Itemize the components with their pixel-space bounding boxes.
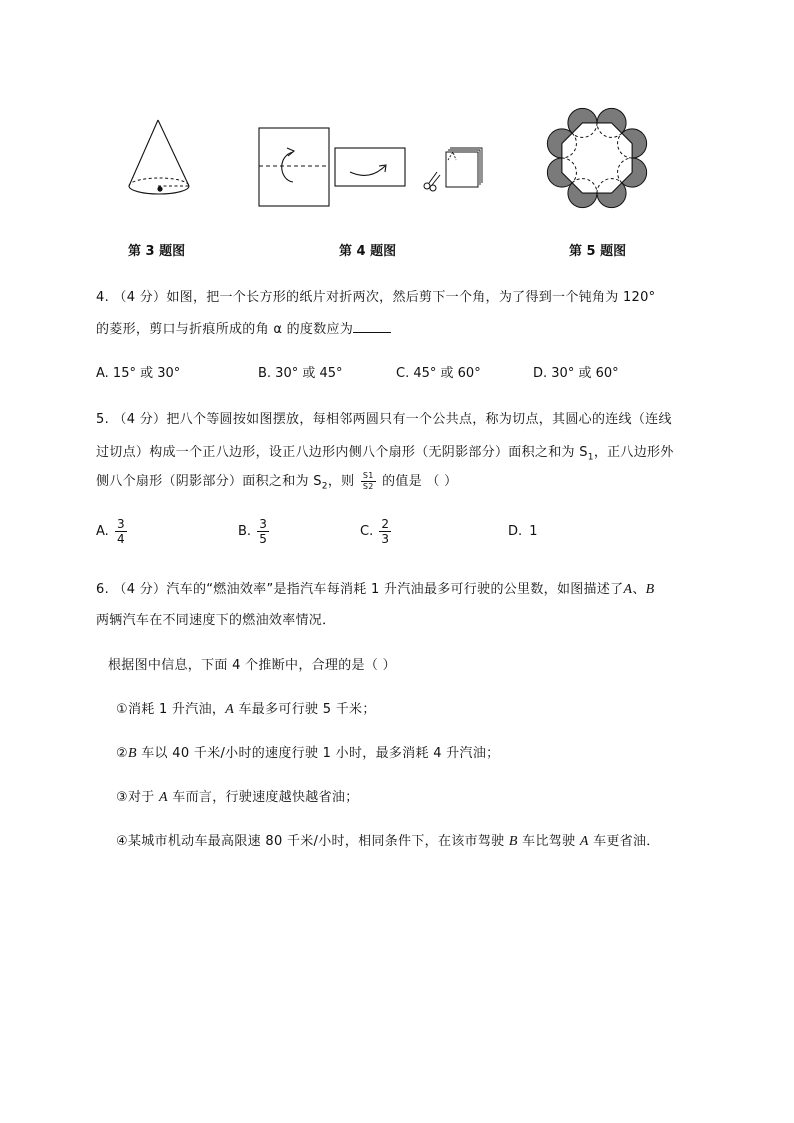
- caption-figure-5: 第 5 题图: [569, 244, 627, 259]
- q5-option-a-num: 3: [116, 517, 125, 531]
- q5-line-1: 5. （4 分）把八个等圆按如图摆放，每相邻两圆只有一个公共点，称为切点，其圆心的连线（连线: [96, 412, 672, 427]
- q4-option-b: B. 30° 或 45°: [258, 366, 343, 381]
- q6-statement-3: [116, 786, 359, 806]
- fold-arrow-2: [350, 166, 385, 175]
- q5-option-c-label: C.: [360, 524, 374, 539]
- eight-circles-figure: [545, 106, 649, 210]
- q5-line-3-tail: 的值是 （ ）: [382, 474, 458, 489]
- cone-center-dot: [157, 186, 162, 191]
- q5-option-a: [96, 518, 129, 545]
- q5-option-b-fraction: [257, 518, 269, 545]
- q4-option-d: D. 30° 或 60°: [533, 366, 619, 381]
- q6-s1-text-c: 车最多可行驶 5 千米；: [234, 702, 376, 717]
- q5-option-d-label: D.: [508, 524, 523, 539]
- q6-s4-car-b: B: [508, 834, 518, 849]
- paper-folding-figure: [255, 122, 490, 212]
- q5-option-d-value: 1: [529, 524, 538, 539]
- q4-line-2-text: 的菱形，剪口与折痕所成的角 α 的度数应为: [96, 322, 354, 337]
- q5-option-a-fraction: [115, 518, 127, 545]
- q6-s1-car: A: [225, 702, 235, 717]
- q6-s2-text-c: 车以 40 千米/小时的速度行驶 1 小时，最多消耗 4 升汽油；: [136, 746, 500, 761]
- q6-s2-text-a: ②: [116, 746, 128, 761]
- fold-arrow-1: [282, 152, 293, 182]
- q5-option-a-den: 4: [116, 532, 125, 546]
- q5-option-c-den: 3: [381, 532, 389, 546]
- caption-figure-3: 第 3 题图: [128, 244, 186, 259]
- q5-line-2-text: 过切点）构成一个正八边形，设正八边形内侧八个扇形（无阴影部分）面积之和为 S: [96, 445, 588, 460]
- answer-blank: [353, 320, 391, 333]
- q6-line-2: 两辆汽车在不同速度下的燃油效率情况．: [96, 613, 336, 628]
- q6-s3-car: A: [159, 790, 168, 805]
- folded-corner-layers: [448, 148, 482, 185]
- q5-line-2-tail: ，正八边形外: [593, 445, 674, 460]
- cone-base-back: [129, 178, 189, 186]
- scissors-icon: [424, 172, 440, 191]
- folded-corner: [446, 152, 478, 187]
- q5-option-d: [508, 524, 538, 539]
- caption-figure-4: 第 4 题图: [339, 244, 397, 259]
- q6-s3-text-a: ③对于: [116, 790, 159, 805]
- q6-s4-car-a: A: [579, 834, 589, 849]
- q6-statement-2: [116, 742, 499, 762]
- q4-option-c: C. 45° 或 60°: [396, 366, 481, 381]
- q4-line-1: 4. （4 分）如图，把一个长方形的纸片对折两次，然后剪下一个角，为了得到一个钝角为 120°: [96, 290, 656, 305]
- q5-ratio-denominator: S2: [362, 482, 374, 491]
- q5-option-b: [238, 518, 271, 545]
- q6-s4-text-e: 车更省油．: [588, 834, 660, 849]
- q6-s1-text-a: ①消耗 1 升汽油，: [116, 702, 226, 717]
- q5-option-c: [360, 518, 393, 545]
- q5-ratio-fraction: [361, 472, 376, 491]
- q5-option-b-den: 5: [259, 532, 267, 546]
- q6-s4-text-c: 车比驾驶: [517, 834, 580, 849]
- q5-option-c-fraction: [379, 518, 391, 545]
- q5-s1-subscript: 1: [587, 452, 594, 463]
- q5-option-a-label: A.: [96, 524, 109, 539]
- q6-line-1-text: 6. （4 分）汽车的“燃油效率”是指汽车每消耗 1 升汽油最多可行驶的公里数，如图描述了: [96, 582, 624, 597]
- cone-right-edge: [158, 120, 189, 186]
- q6-s4-text-a: ④某城市机动车最高限速 80 千米/小时，相同条件下，在该市驾驶: [116, 834, 509, 849]
- q5-line-2: [96, 441, 674, 463]
- q5-option-b-num: 3: [259, 517, 267, 531]
- q6-separator: 、: [632, 582, 646, 597]
- q6-statement-1: [116, 698, 376, 718]
- q6-statement-4: [116, 830, 660, 850]
- cone-left-edge: [129, 120, 158, 186]
- q4-line-2: [96, 318, 391, 337]
- q6-s3-text-c: 车而言，行驶速度越快越省油；: [167, 790, 359, 805]
- q4-option-a: A. 15° 或 30°: [96, 366, 181, 381]
- paper-rectangle: [335, 148, 405, 186]
- q5-line-3-mid: ，则: [327, 474, 355, 489]
- paper-square: [259, 128, 329, 206]
- q5-line-3: [96, 470, 457, 492]
- q5-option-c-num: 2: [381, 517, 389, 531]
- q6-car-a: A: [623, 582, 633, 597]
- q5-s2-subscript: 2: [321, 481, 328, 492]
- q6-line-1: [96, 578, 654, 598]
- q5-line-3-text: 侧八个扇形（阴影部分）面积之和为 S: [96, 474, 322, 489]
- q5-option-b-label: B.: [238, 524, 252, 539]
- q6-s2-car: B: [127, 746, 137, 761]
- q5-ratio-numerator: S1: [362, 471, 374, 480]
- q6-line-3: 根据图中信息，下面 4 个推断中，合理的是（ ）: [108, 658, 396, 673]
- cut-mark: [448, 152, 456, 160]
- cone-figure: [118, 112, 202, 202]
- q6-car-b: B: [645, 582, 655, 597]
